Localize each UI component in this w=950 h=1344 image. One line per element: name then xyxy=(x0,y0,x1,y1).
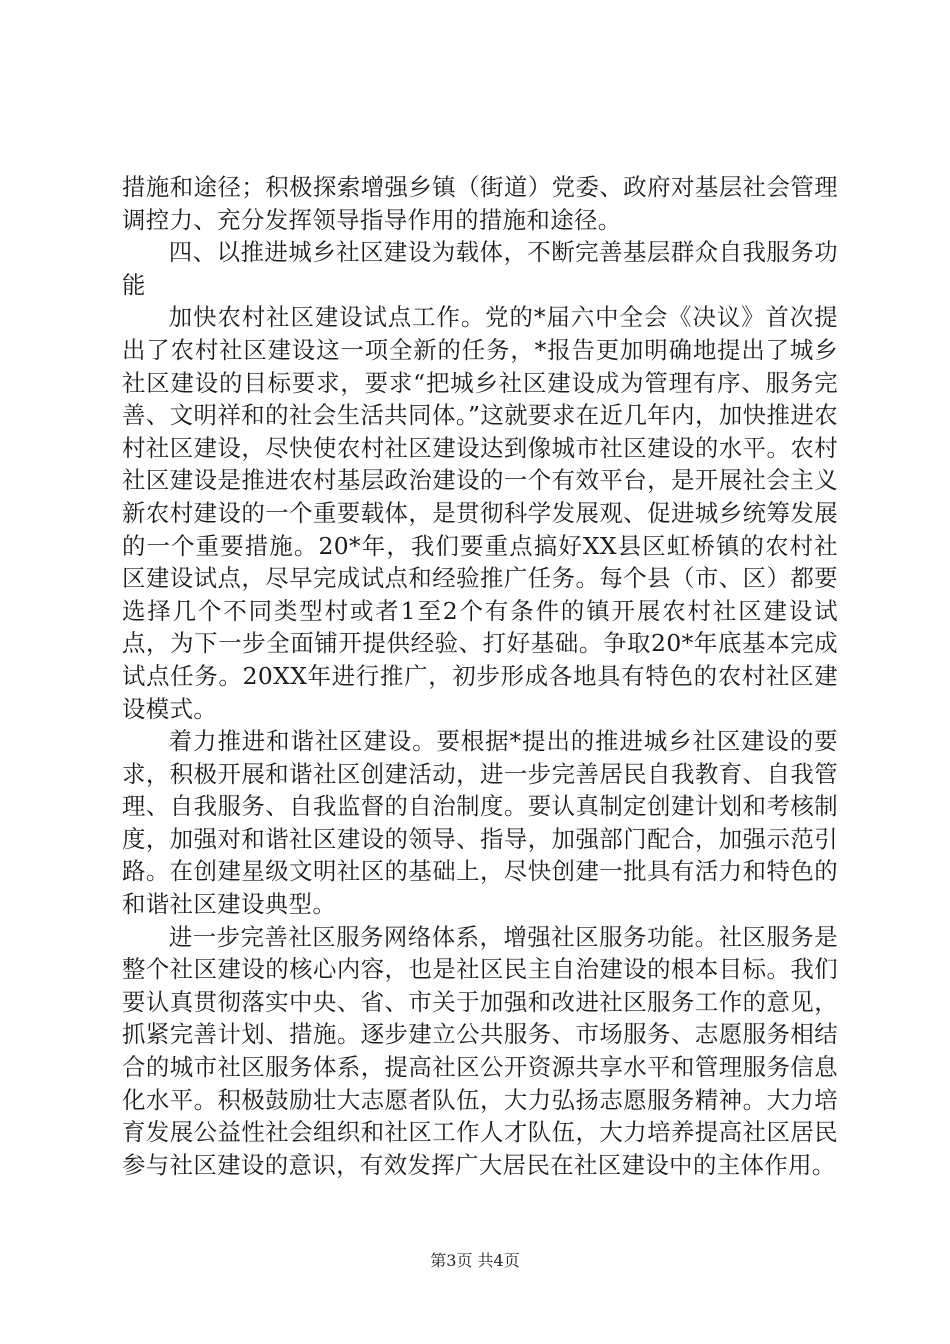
section-heading: 四、以推进城乡社区建设为载体，不断完善基层群众自我服务功能 xyxy=(122,238,838,299)
paragraph-rural-community-pilot: 加快农村社区建设试点工作。党的*届六中全会《决议》首次提出了农村社区建设这一项全新的任务，*报告更加明确地提出了城乡社区建设的目标要求，要求“把城乡社区建设成为管理有序、服务完善、文明祥和的社会生活共同体。”这就要求在近几年内，加快推进农村社区建设，尽快使农村社区建设达到像城市社区建设的水平。农村社区建设是推进农村基层政治建设的一个有效平台，是开展社会主义新农村建设的一个重要载体，是贯彻科学发展观、促进城乡统筹发展的一个重要措施。20*年，我们要重点搞好XX县区虹桥镇的农村社区建设试点，尽早完成试点和经验推广任务。每个县（市、区）都要选择几个不同类型村或者1至2个有条件的镇开展农村社区建设试点，为下一步全面铺开提供经验、打好基础。争取20*年底基本完成试点任务。20XX年进行推广，初步形成各地具有特色的农村社区建设模式。 xyxy=(122,303,838,723)
paragraph-community-service-network: 进一步完善社区服务网络体系，增强社区服务功能。社区服务是整个社区建设的核心内容，也是社区民主自治建设的根本目标。我们要认真贯彻落实中央、省、市关于加强和改进社区服务工作的意见，抓紧完善计划、措施。逐步建立公共服务、市场服务、志愿服务相结合的城市社区服务体系，提高社区公开资源共享水平和管理服务信息化水平。积极鼓励壮大志愿者队伍，大力弘扬志愿服务精神。大力培育发展公益性社会组织和社区工作人才队伍，大力培养提高社区居民参与社区建设的意识，有效发挥广大居民在社区建设中的主体作用。 xyxy=(122,922,838,1179)
page-number-footer: 第3页 共4页 xyxy=(430,1251,520,1270)
document-body xyxy=(122,171,838,1181)
paragraph-harmonious-community: 着力推进和谐社区建设。要根据*提出的推进城乡社区建设的要求，积极开展和谐社区创建活动，进一步完善居民自我教育、自我管理、自我服务、自我监督的自治制度。要认真制定创建计划和考核制度，加强对和谐社区建设的领导、指导，加强部门配合，加强示范引路。在创建星级文明社区的基础上，尽快创建一批具有活力和特色的和谐社区建设典型。 xyxy=(122,727,838,919)
paragraph-continuation: 措施和途径；积极探索增强乡镇（街道）党委、政府对基层社会管理调控力、充分发挥领导指导作用的措施和途径。 xyxy=(122,173,838,234)
